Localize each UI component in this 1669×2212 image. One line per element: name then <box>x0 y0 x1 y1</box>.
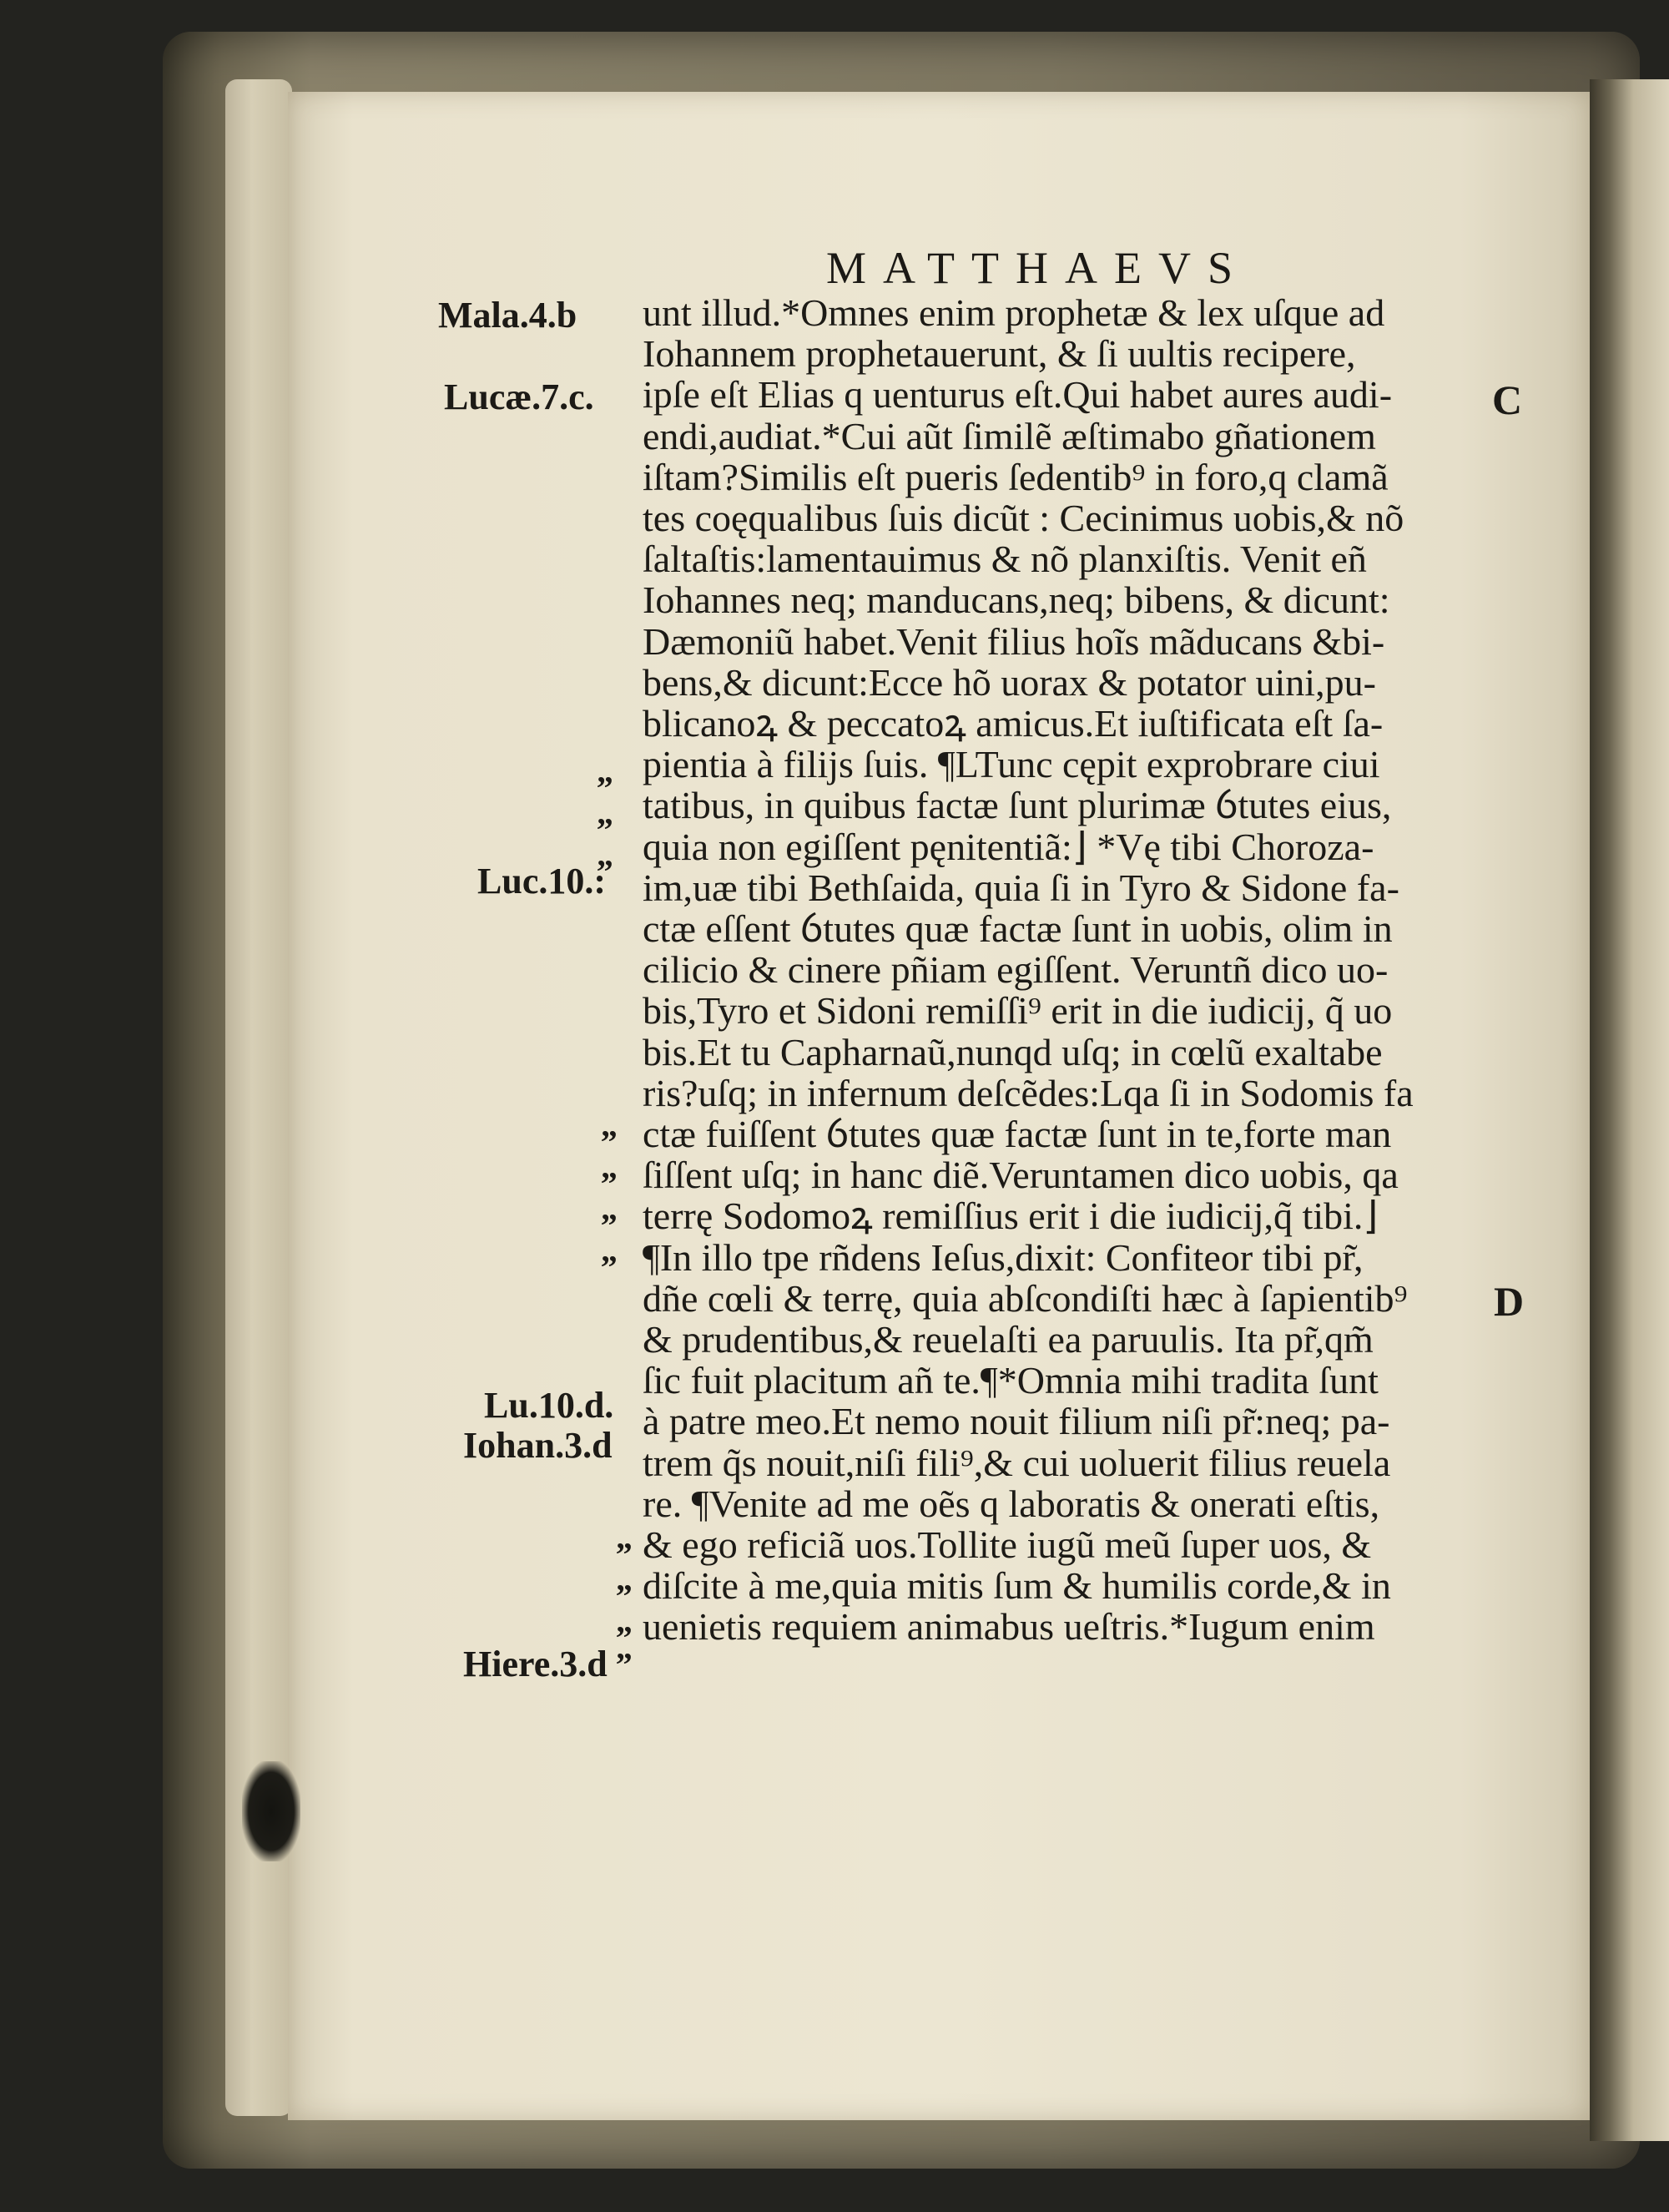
quotation-mark: „ <box>597 836 613 873</box>
text-line: ſaltaſtis:lamentauimus & nõ planxiſtis. Venit eñ <box>643 538 1367 581</box>
text-line: ctæ fuiſſent ỽtutes quæ factæ ſunt in te,forte man <box>643 1113 1392 1155</box>
text-line: tes coęqualibus ſuis dicũt : Cecinimus uobis,& nõ <box>643 497 1404 539</box>
text-line: Iohannem prophetauerunt, & ſi uultis recipere, <box>643 332 1356 376</box>
text-line: im,uæ tibi Bethſaida, quia ſi in Tyro & Sidone fa- <box>643 866 1399 909</box>
text-line: ris?uſq; in infernum deſcẽdes:Lqa ſi in Sodomis fa <box>643 1071 1414 1114</box>
quotation-mark: „ <box>601 1148 618 1185</box>
text-line: endi,audiat.*Cui aũt ſimilẽ æſtimabo gñationem <box>643 414 1376 457</box>
section-letter: C <box>1492 376 1523 423</box>
text-line: terrę Sodomoꝝ remiſſius erit i die iudicij,q̃ tibi.⌋ <box>643 1194 1379 1238</box>
margin-note: Lu.10.d. <box>484 1385 614 1426</box>
text-line: diſcite à me,quia mitis ſum & humilis corde,& in <box>643 1564 1391 1608</box>
quotation-mark: „ <box>601 1231 618 1269</box>
quotation-mark: „ <box>597 752 613 790</box>
margin-note: Lucæ.7.c. <box>444 376 594 417</box>
text-line: ¶In illo tpe rñdens Ieſus,dixit: Confiteor tibi pr̃, <box>643 1235 1364 1279</box>
text-line: dñe cœli & terrę, quia abſcondiſti hæc à ſapientib⁹ <box>643 1276 1408 1320</box>
quotation-mark: „ <box>616 1518 633 1556</box>
text-line: bis,Tyro et Sidoni remiſſi⁹ erit in die iudicij, q̃ uo <box>643 989 1393 1033</box>
text-line: ſiſſent uſq; in hanc diẽ.Veruntamen dico uobis, qa <box>643 1154 1399 1197</box>
text-line: pientia à filijs ſuis. ¶LTunc cępit exprobrare ciui <box>643 743 1380 786</box>
margin-note: Iohan.3.d <box>463 1425 613 1466</box>
quotation-mark: „ <box>597 794 613 831</box>
text-line: ipſe eſt Elias q uenturus eſt.Qui habet aures audi- <box>643 373 1393 417</box>
text-line: à patre meo.Et nemo nouit filium niſi pr̃:neq; pa- <box>643 1400 1390 1443</box>
margin-note: Hiere.3.d <box>463 1644 608 1684</box>
text-line: blicanoꝝ & peccatoꝝ amicus.Et iuſtificata eſt ſa- <box>643 702 1384 745</box>
text-line: unt illud.*Omnes enim prophetæ & lex uſque ad <box>643 291 1385 334</box>
running-head: MATTHAEVS <box>826 243 1250 293</box>
text-line: bens,& dicunt:Ecce hõ uorax & potator uini,pu- <box>643 660 1376 704</box>
text-line: uenietis requiem animabus ueſtris.*Iugum enim <box>643 1605 1375 1649</box>
text-line: ſic fuit placitum añ te.¶*Omnia mihi tradita ſunt <box>643 1359 1379 1402</box>
text-line: tatibus, in quibus factæ ſunt plurimæ ỽtutes eius, <box>643 784 1392 827</box>
quotation-mark: „ <box>616 1560 633 1598</box>
quotation-mark: „ <box>601 1189 618 1227</box>
text-line: trem q̃s nouit,niſi fili⁹,& cui uoluerit filius reuela <box>643 1441 1391 1484</box>
text-line: quia non egiſſent pęnitentiã:⌋ *Vę tibi Choroza- <box>643 825 1374 868</box>
text-line: Iohannes neq; manducans,neq; bibens, & dicunt: <box>643 578 1390 622</box>
margin-note: Luc.10.: <box>477 861 606 901</box>
text-line: bis.Et tu Capharnaũ,nunqd uſq; in cœlũ exaltabe <box>643 1030 1383 1073</box>
text-line: & ego reficiã uos.Tollite iugũ meũ ſuper uos, & <box>643 1523 1372 1566</box>
quotation-mark: „ <box>601 1106 618 1144</box>
margin-note: Mala.4.b <box>438 295 577 336</box>
quotation-mark: „ <box>616 1602 633 1639</box>
text-line: cilicio & cinere pñiam egiſſent. Veruntñ dico uo- <box>643 948 1389 992</box>
text-line: & prudentibus,& reuelaſti ea paruulis. Ita pr̃,qm̃ <box>643 1318 1374 1361</box>
text-line: ctæ eſſent ỽtutes quæ factæ ſunt in uobis, olim in <box>643 907 1393 950</box>
section-letter: D <box>1494 1278 1525 1325</box>
quotation-mark: „ <box>616 1629 633 1666</box>
text-line: re. ¶Venite ad me oẽs q laboratis & onerati eſtis, <box>643 1482 1380 1525</box>
text-line: iſtam?Similis eſt pueris ſedentib⁹ in foro,q clamã <box>643 455 1389 498</box>
text-line: Dæmoniũ habet.Venit filius hoĩs mãducans &bi- <box>643 619 1385 663</box>
